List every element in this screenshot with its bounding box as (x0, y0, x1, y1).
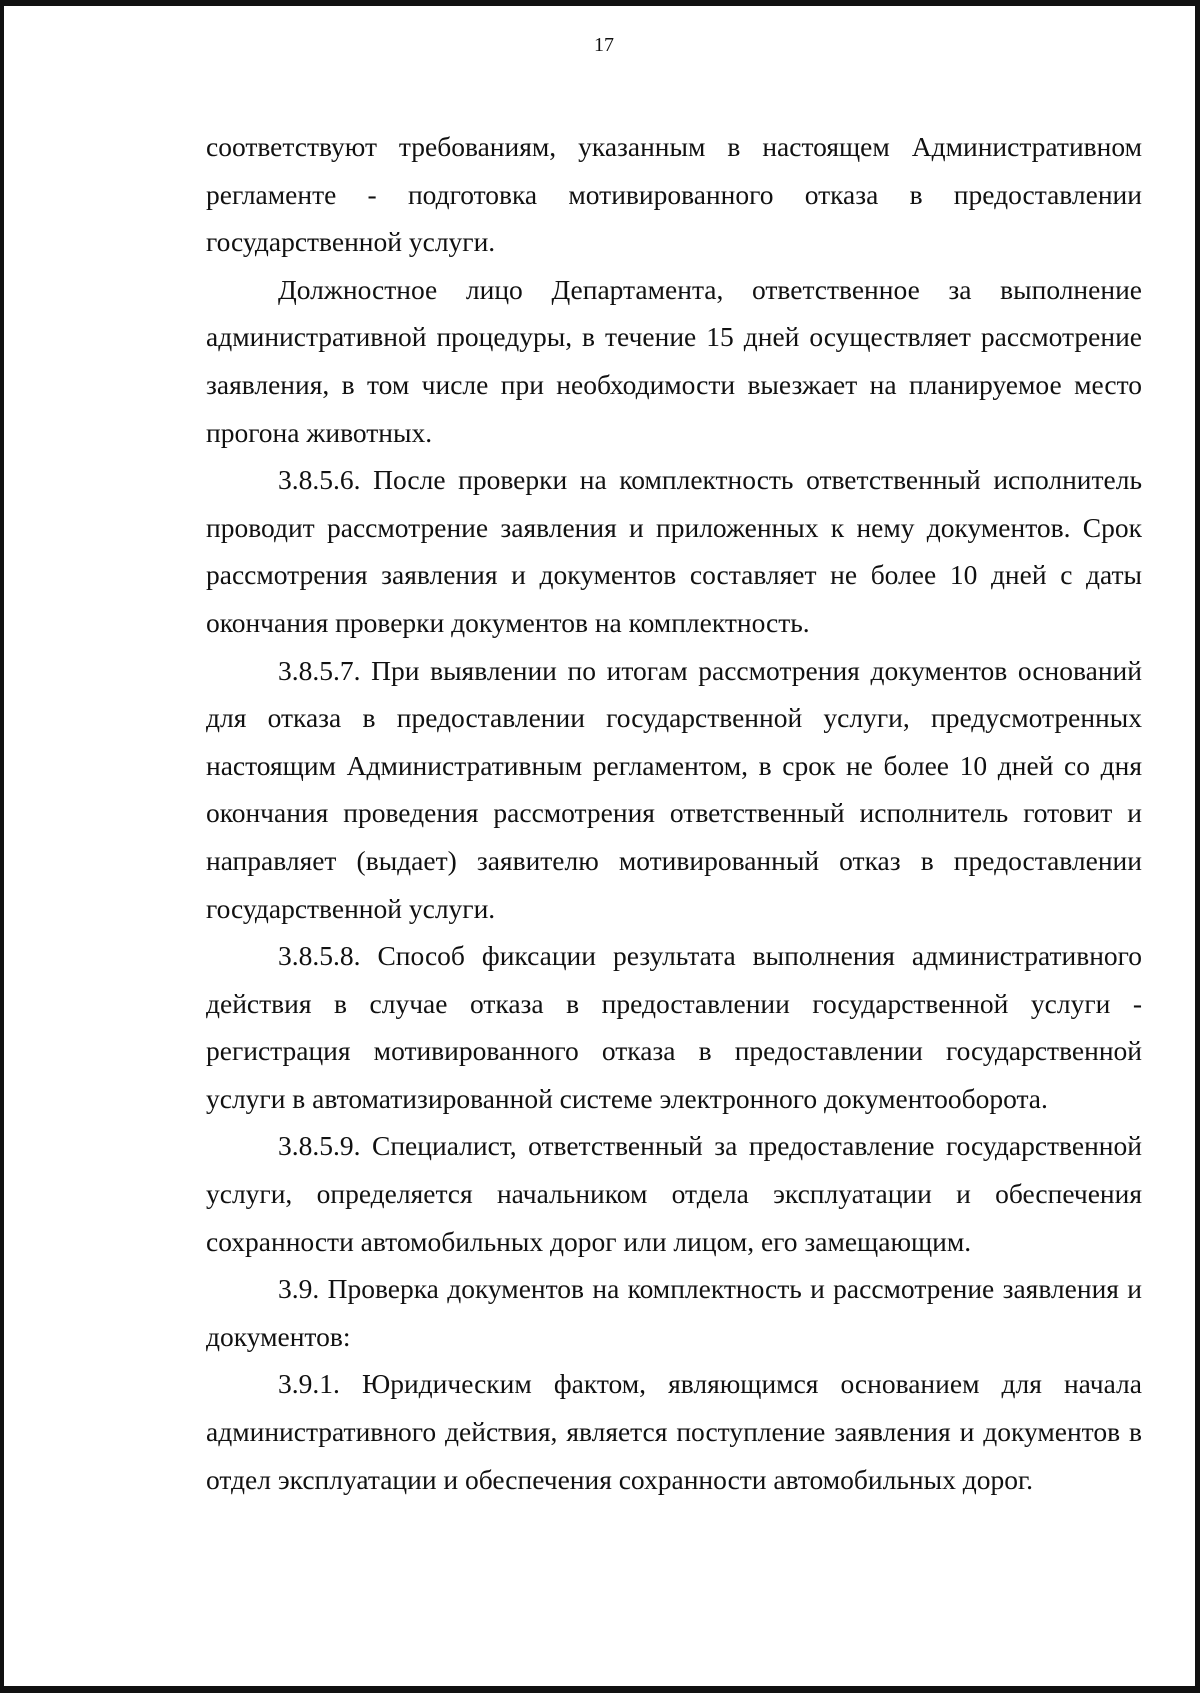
paragraph-3-9: 3.9. Проверка документов на комплектность и рассмотрение заявления и документов: (206, 1273, 1142, 1352)
paragraph-3-8-5-8: 3.8.5.8. Способ фиксации результата выполнения административного действия в случае отказа в предоставлении государственной услуги - регистрация мотивированного отказа в предоставлении государственной услуги в автоматизированной системе электронного документооборота. (206, 940, 1142, 1114)
paragraph-3-8-5-6: 3.8.5.6. После проверки на комплектность ответственный исполнитель проводит рассмотрение заявления и приложенных к нему документов. Срок рассмотрения заявления и документов составляет не более 10 дней с даты окончания проверки документов на комплектность. (206, 464, 1142, 638)
paragraph-continuation: соответствуют требованиям, указанным в настоящем Административном регламенте - подготовка мотивированного отказа в предоставлении государственной услуги. (206, 131, 1142, 258)
document-body (206, 123, 1142, 1503)
paragraph-3-8-5-7: 3.8.5.7. При выявлении по итогам рассмотрения документов оснований для отказа в предоставлении государственной услуги, предусмотренных настоящим Административным регламентом, в срок не более 10 дней со дня окончания проведения рассмотрения ответственный исполнитель готовит и направляет (выдает) заявителю мотивированный отказ в предоставлении государственной услуги. (206, 654, 1142, 924)
paragraph-3-9-1: 3.9.1. Юридическим фактом, являющимся основанием для начала административного действия, является поступление заявления и документов в отдел эксплуатации и обеспечения сохранности автомобильных дорог. (206, 1368, 1142, 1495)
page-number: 17 (594, 34, 614, 56)
paragraph-official-review: Должностное лицо Департамента, ответственное за выполнение административной процедуры, в течение 15 дней осуществляет рассмотрение заявления, в том числе при необходимости выезжает на планируемое место прогона животных. (206, 273, 1142, 448)
paragraph-3-8-5-9: 3.8.5.9. Специалист, ответственный за предоставление государственной услуги, определяется начальником отдела эксплуатации и обеспечения сохранности автомобильных дорог или лицом, его замещающим. (206, 1130, 1142, 1257)
